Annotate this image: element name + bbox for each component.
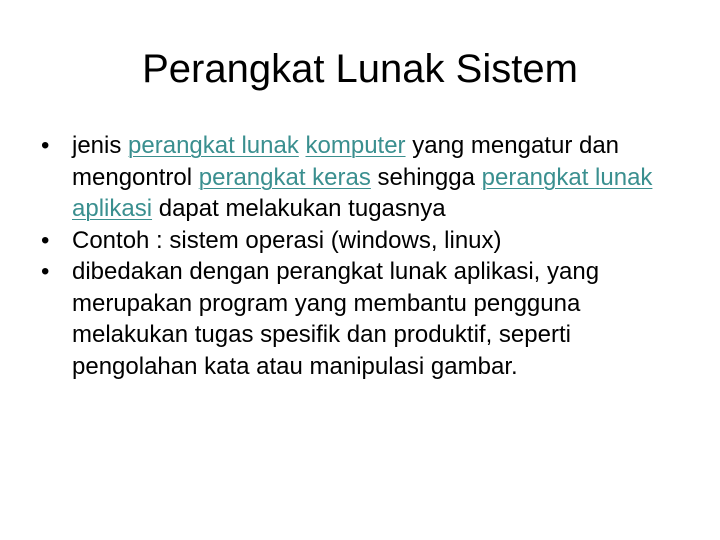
link-perangkat-lunak[interactable]: perangkat lunak [128, 132, 299, 159]
bullet-list [38, 130, 678, 382]
bullet-text: sehingga [370, 163, 482, 191]
bullet-text: Contoh : sistem operasi (windows, linux) [72, 226, 502, 254]
bullet-marker: • [41, 258, 50, 285]
bullet-text [299, 132, 306, 159]
bullet-item-difference [38, 256, 678, 382]
link-perangkat-lunak-aplikasi[interactable]: perangkat lunak aplikasi [72, 163, 653, 222]
bullet-text: jenis [72, 132, 129, 159]
bullet-marker: • [41, 226, 50, 254]
bullet-item-definition [38, 130, 678, 225]
link-komputer[interactable]: komputer [305, 132, 406, 159]
bullet-marker: • [41, 132, 50, 159]
bullet-text: yang mengatur dan mengontrol [72, 132, 620, 191]
slide-title: Perangkat Lunak Sistem [142, 47, 578, 91]
bullet-text: dibedakan dengan perangkat lunak aplikasi, yang merupakan program yang membantu pengguna melakukan tugas spesifik dan produktif, seperti pengolahan kata atau manipulasi gambar. [72, 258, 600, 380]
bullet-text: dapat melakukan tugasnya [152, 195, 446, 222]
link-perangkat-keras[interactable]: perangkat keras [198, 163, 371, 191]
bullet-item-example [38, 225, 678, 257]
